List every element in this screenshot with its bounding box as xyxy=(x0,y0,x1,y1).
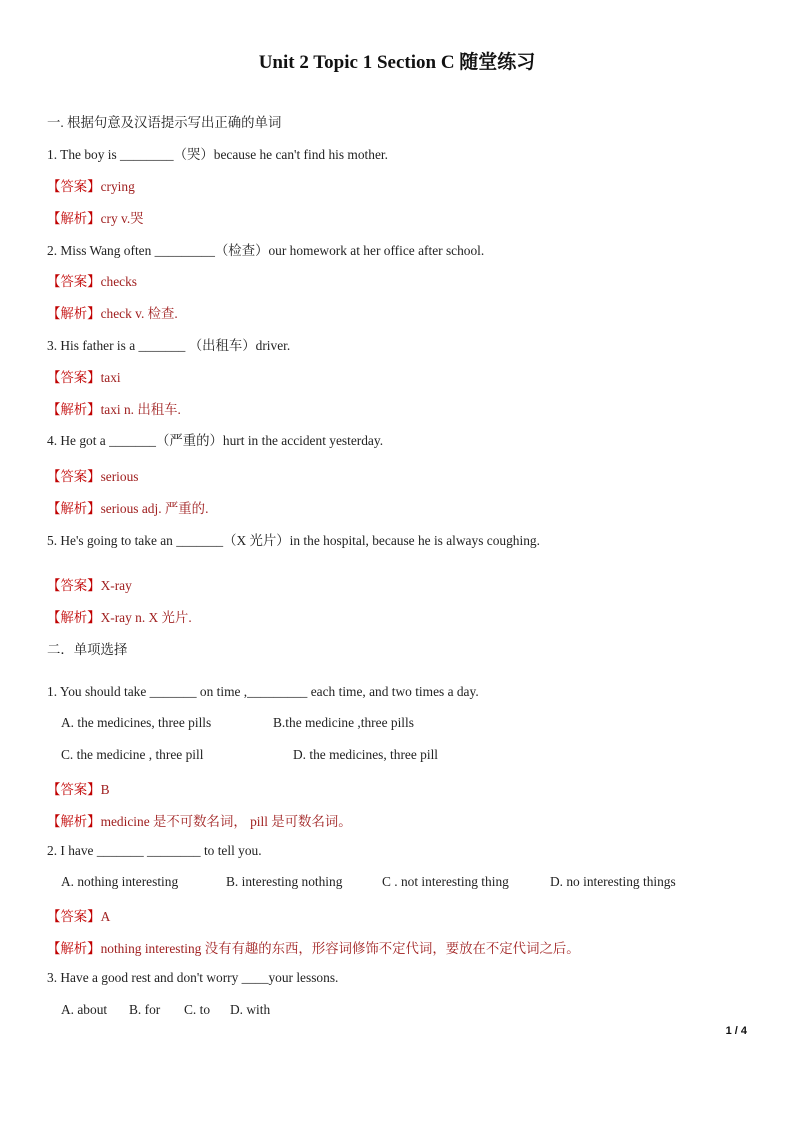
option-c: C. to xyxy=(184,1002,211,1017)
answer-label: 【答案】 xyxy=(47,469,101,484)
answer-label: 【答案】 xyxy=(47,782,101,797)
answer-value: X-ray xyxy=(100,578,132,593)
answer-value: serious xyxy=(100,469,139,484)
answer-2-2 xyxy=(47,906,110,925)
option-c: C. the medicine , three pill xyxy=(61,747,204,762)
answer-1-3 xyxy=(47,367,121,386)
page-title: Unit 2 Topic 1 Section C 随堂练习 xyxy=(258,52,536,73)
explanation-2-1 xyxy=(47,811,352,830)
section-heading-2: 二．单项选择 xyxy=(47,642,128,657)
explanation-text: check v. 检查. xyxy=(100,306,178,321)
question-2-2: 2. I have _______ ________ to tell you. xyxy=(47,843,262,858)
explanation-1-1 xyxy=(47,208,144,227)
page-number: 1 / 4 xyxy=(725,1025,747,1037)
question-1-4: 4. He got a _______（严重的）hurt in the accident yesterday. xyxy=(47,433,384,448)
option-a: A. about xyxy=(61,1002,108,1017)
option-d: D. no interesting things xyxy=(550,874,676,889)
answer-value: B xyxy=(100,782,110,797)
question-1-5: 5. He's going to take an _______（X 光片）in the hospital, because he is always coughing. xyxy=(47,533,540,548)
answer-label: 【答案】 xyxy=(47,370,101,385)
explanation-label: 【解析】 xyxy=(47,610,101,625)
question-2-3: 3. Have a good rest and don't worry ____your lessons. xyxy=(47,970,339,985)
question-2-1: 1. You should take _______ on time ,_________ each time, and two times a day. xyxy=(47,684,479,699)
explanation-label: 【解析】 xyxy=(47,211,101,226)
explanation-label: 【解析】 xyxy=(47,501,101,516)
answer-1-1 xyxy=(47,176,135,195)
explanation-1-5 xyxy=(47,607,192,626)
answer-value: taxi xyxy=(100,370,121,385)
explanation-label: 【解析】 xyxy=(47,814,101,829)
explanation-1-2 xyxy=(47,303,178,322)
explanation-text: cry v.哭 xyxy=(100,211,144,226)
option-a: A. the medicines, three pills xyxy=(61,715,212,730)
answer-label: 【答案】 xyxy=(47,274,101,289)
question-1-2: 2. Miss Wang often _________（检查）our homework at her office after school. xyxy=(47,243,485,258)
answer-label: 【答案】 xyxy=(47,179,101,194)
option-d: D. with xyxy=(230,1002,271,1017)
answer-1-5 xyxy=(47,575,132,594)
explanation-text: nothing interesting 没有有趣的东西，形容词修饰不定代词，要放在不定代词之后。 xyxy=(100,941,580,956)
question-1-3: 3. His father is a _______ （出租车）driver. xyxy=(47,338,291,353)
answer-value: checks xyxy=(100,274,137,289)
answer-1-2 xyxy=(47,271,137,290)
explanation-label: 【解析】 xyxy=(47,402,101,417)
explanation-label: 【解析】 xyxy=(47,306,101,321)
explanation-label: 【解析】 xyxy=(47,941,101,956)
option-b: B. interesting nothing xyxy=(226,874,343,889)
explanation-1-3 xyxy=(47,399,181,418)
option-c: C . not interesting thing xyxy=(382,874,509,889)
answer-label: 【答案】 xyxy=(47,578,101,593)
answer-2-1 xyxy=(47,779,110,798)
explanation-text: serious adj. 严重的. xyxy=(100,501,209,516)
explanation-1-4 xyxy=(47,498,208,517)
option-b: B. for xyxy=(129,1002,161,1017)
answer-label: 【答案】 xyxy=(47,909,101,924)
answer-value: A xyxy=(100,909,111,924)
explanation-text: medicine 是不可数名词， pill 是可数名词。 xyxy=(100,814,352,829)
option-d: D. the medicines, three pill xyxy=(293,747,439,762)
answer-value: crying xyxy=(100,179,135,194)
explanation-text: X-ray n. X 光片. xyxy=(100,610,192,625)
option-b: B.the medicine ,three pills xyxy=(273,715,414,730)
explanation-text: taxi n. 出租车. xyxy=(100,402,181,417)
explanation-2-2 xyxy=(47,938,580,957)
option-a: A. nothing interesting xyxy=(61,874,179,889)
question-1-1: 1. The boy is ________（哭）because he can't find his mother. xyxy=(47,147,388,162)
answer-1-4 xyxy=(47,466,139,485)
section-heading-1: 一. 根据句意及汉语提示写出正确的单词 xyxy=(47,115,282,130)
